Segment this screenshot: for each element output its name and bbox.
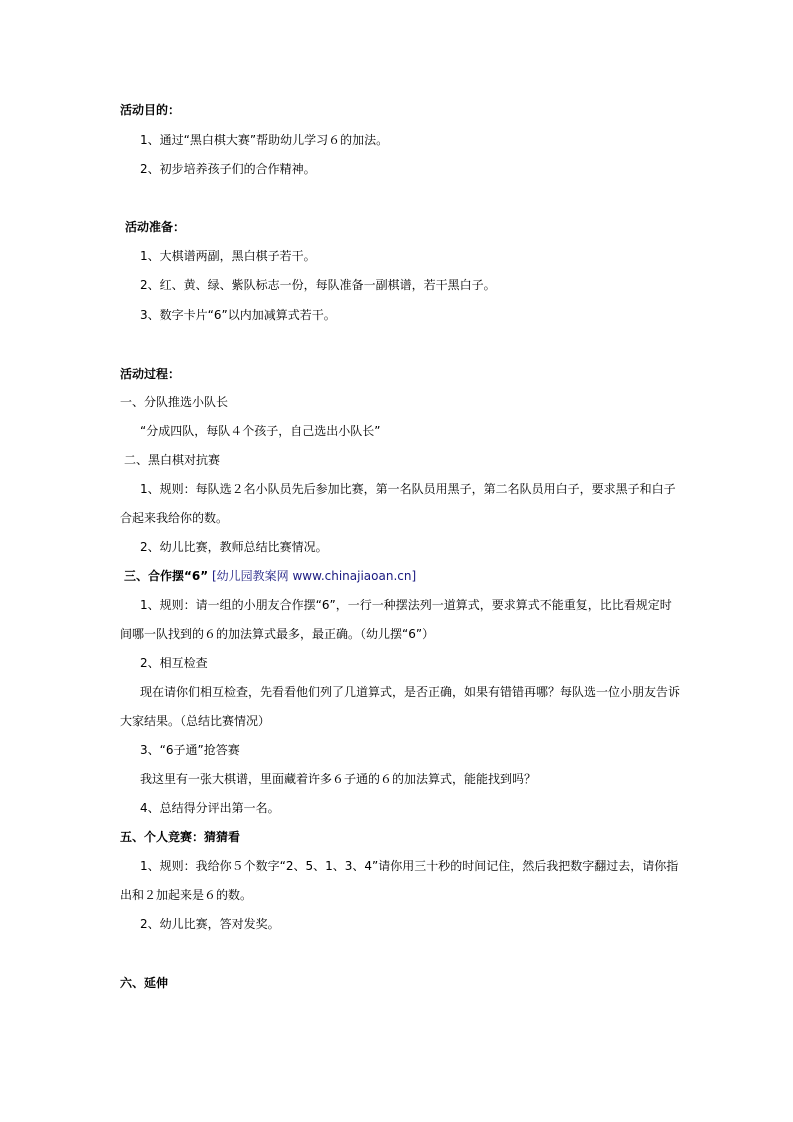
- section-5-rule-line-2: 出和２加起来是６的数。: [120, 888, 253, 902]
- process-heading: 活动过程：: [120, 367, 181, 381]
- goals-heading: 活动目的：: [120, 103, 181, 117]
- section-2-item-2: 2、幼儿比赛，教师总结比赛情况。: [140, 540, 328, 554]
- section-3-title: 三、合作摆“6”: [124, 569, 209, 583]
- section-3-item-2-text-line-1: 现在请你们相互检查，先看看他们列了几道算式，是否正确，如果有错错再哪？每队选一位小朋友告诉: [140, 685, 681, 699]
- prep-item-3: 3、数字卡片“6”以内加减算式若干。: [140, 308, 336, 322]
- section-3-rule-line-2: 间哪一队找到的６的加法算式最多，最正确。（幼儿摆“6”）: [120, 627, 435, 641]
- section-5-rule-line-1: 1、规则：我给你５个数字“2、5、1、3、4”请你用三十秒的时间记住，然后我把数字翻过去，请你指: [140, 859, 679, 873]
- section-3-rule-line-1: 1、规则：请一组的小朋友合作摆“6”，一行一种摆法列一道算式，要求算式不能重复，比比看规定时: [140, 598, 672, 612]
- bracket-close: ]: [411, 569, 417, 583]
- section-2-rule-line-1: 1、规则：每队选２名小队员先后参加比赛，第一名队员用黑子，第二名队员用白子，要求黑子和白子: [140, 482, 676, 496]
- goals-item-2: 2、初步培养孩子们的合作精神。: [140, 162, 316, 176]
- section-3-item-2: 2、相互检查: [140, 656, 208, 670]
- site-name: 幼儿园教案网: [216, 569, 289, 583]
- prep-item-1: 1、大棋谱两副，黑白棋子若干。: [140, 249, 316, 263]
- section-5-item-2: 2、幼儿比赛，答对发奖。: [140, 917, 280, 931]
- section-3-item-4: 4、总结得分评出第一名。: [140, 801, 280, 815]
- bracket-open: [: [211, 569, 217, 583]
- section-3-title-line: [124, 568, 416, 584]
- prep-item-2: 2、红、黄、绿、紫队标志一份，每队准备一副棋谱，若干黑白子。: [140, 278, 496, 292]
- goals-item-1: 1、通过“黑白棋大赛”帮助幼儿学习６的加法。: [140, 133, 389, 147]
- site-url-link[interactable]: www.chinajiaoan.cn: [288, 569, 412, 583]
- section-2-rule-line-2: 合起来我给你的数。: [120, 511, 229, 525]
- section-3-item-2-text-line-2: 大家结果。（总结比赛情况）: [120, 714, 271, 728]
- section-3-item-3-text: 我这里有一张大棋谱，里面藏着许多６子通的６的加法算式，能能找到吗？: [140, 772, 537, 786]
- prep-heading: 活动准备：: [125, 220, 186, 234]
- section-1-title: 一、分队推选小队长: [120, 395, 229, 409]
- section-1-text: “分成四队，每队４个孩子，自己选出小队长”: [140, 424, 381, 438]
- section-5-title: 五、个人竞赛：猜猜看: [120, 830, 241, 844]
- section-3-item-3: 3、“6子通”抢答赛: [140, 743, 240, 757]
- section-2-title: 二、黑白棋对抗赛: [124, 453, 221, 467]
- section-6-title: 六、延伸: [120, 976, 169, 990]
